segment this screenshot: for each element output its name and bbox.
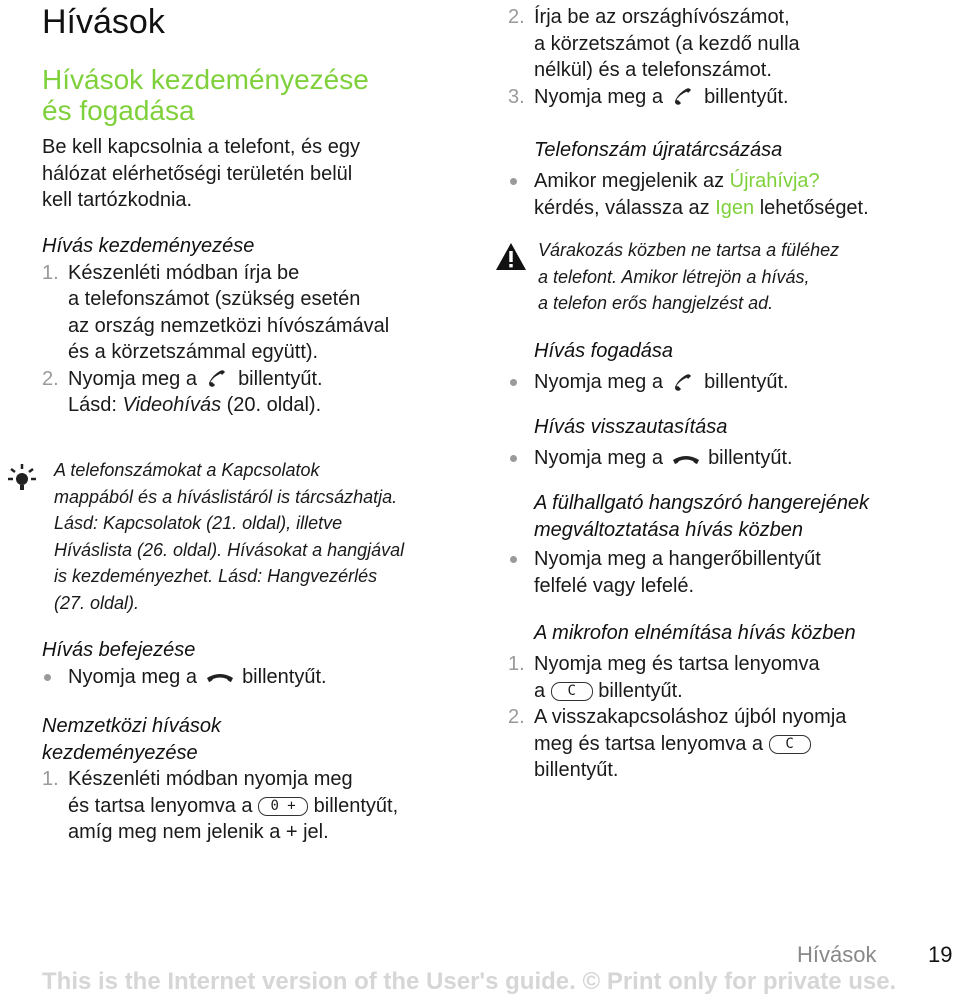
redial-text: kérdés, válassza az (534, 196, 716, 219)
step-text: billentyűt. (598, 679, 683, 702)
heading-mute: A mikrofon elnémítása hívás közben (534, 622, 856, 644)
bullet (510, 379, 517, 386)
warning-line: a telefon erős hangjelzést ad. (538, 293, 774, 313)
step-text: billentyűt, (313, 794, 399, 817)
step-text: és tartsa lenyomva a (68, 794, 253, 817)
step-text: Nyomja meg a (534, 85, 663, 108)
heading-volume-line2: megváltoztatása hívás közben (534, 518, 804, 541)
end-call-key-icon (203, 667, 237, 687)
step-text: meg és tartsa lenyomva a (534, 732, 763, 755)
step-number: 1. (508, 653, 525, 675)
see-also-ref: Videohívás (122, 394, 222, 416)
bullet-text: Nyomja meg a (68, 665, 197, 688)
warning-line: a telefont. Amikor létrejön a hívás, (538, 266, 810, 287)
step-line: az ország nemzetközi hívószámával (68, 314, 390, 337)
bullet (510, 556, 517, 563)
bullet-text: Nyomja meg a (534, 447, 663, 469)
call-key-icon (203, 368, 233, 390)
warning-icon (494, 241, 528, 273)
redial-prompt: Újrahívja? (729, 170, 820, 192)
heading-reject: Hívás visszautasítása (534, 416, 728, 438)
step-text: a (534, 679, 546, 702)
yes-option: Igen (715, 196, 755, 219)
step-line: Készenléti módban írja be (68, 261, 300, 284)
heading-ending-call: Hívás befejezése (42, 639, 196, 661)
heading-answer: Hívás fogadása (534, 340, 673, 362)
step-line: Írja be az országhívószámot, (534, 6, 790, 28)
see-also-suffix: (20. oldal). (221, 394, 322, 416)
warning-line: Várakozás közben ne tartsa a füléhez (538, 240, 840, 260)
bullet (44, 674, 51, 681)
watermark: This is the Internet version of the User's guide. © Print only for private use. (42, 968, 897, 995)
section-title-line2: és fogadása (42, 95, 195, 126)
intro-line: Be kell kapcsolnia a telefont, és egy (42, 136, 360, 158)
step-line: Készenléti módban nyomja meg (68, 768, 353, 790)
step-line: amíg meg nem jelenik a + jel. (68, 821, 329, 843)
step-line: A visszakapcsoláshoz újból nyomja (534, 706, 847, 728)
page-title: Hívások (42, 3, 165, 41)
tip-line: (27. oldal). (54, 592, 140, 613)
step-number: 3. (508, 85, 525, 108)
step-line: nélkül) és a telefonszámot. (534, 59, 772, 81)
intro-line: hálózat elérhetőségi területén belül (42, 162, 353, 185)
zero-plus-key-icon: 0 + (258, 797, 308, 816)
tip-line: A telefonszámokat a Kapcsolatok (54, 460, 320, 480)
page-number: 19 (928, 942, 953, 967)
tip-line: is kezdeményezhet. Lásd: Hangvezérlés (54, 566, 378, 586)
step-number: 2. (508, 6, 525, 28)
step-text: billentyűt. (238, 367, 323, 390)
end-call-key-icon (669, 449, 703, 469)
bullet (510, 178, 517, 185)
step-line: a telefonszámot (szükség esetén (68, 288, 361, 310)
step-number: 1. (42, 768, 59, 790)
redial-text: Amikor megjelenik az (534, 170, 730, 192)
c-key-icon: C (551, 682, 593, 701)
bullet-text: billentyűt. (708, 447, 793, 469)
heading-intl-calls-line2: kezdeményezése (42, 741, 198, 764)
step-line: Nyomja meg és tartsa lenyomva (534, 653, 820, 675)
tip-line: Lásd: Kapcsolatok (21. oldal), illetve (54, 513, 343, 533)
tip-line: Híváslista (26. oldal). Hívásokat a hangjával (54, 539, 405, 560)
call-key-icon (669, 86, 699, 108)
step-line: és a körzetszámmal együtt). (68, 341, 319, 363)
bullet-text: billentyűt. (242, 665, 327, 688)
bullet-text: billentyűt. (704, 371, 789, 393)
bullet-text: Nyomja meg a (534, 371, 663, 393)
heading-redial: Telefonszám újratárcsázása (534, 139, 783, 161)
bullet (510, 455, 517, 462)
redial-text: lehetőséget. (754, 196, 869, 219)
step-number: 2. (508, 706, 525, 728)
heading-making-calls: Hívás kezdeményezése (42, 235, 255, 257)
step-line: billentyűt. (534, 759, 619, 781)
see-also-prefix: Lásd: (68, 394, 123, 416)
heading-intl-calls-line1: Nemzetközi hívások (42, 715, 221, 737)
c-key-icon: C (769, 735, 811, 754)
step-text: Nyomja meg a (68, 367, 197, 390)
tip-line: mappából és a híváslistáról is tárcsázhatja. (54, 486, 398, 507)
call-key-icon (669, 372, 699, 394)
step-number: 1. (42, 261, 59, 284)
bullet-text: Nyomja meg a hangerőbillentyűt (534, 548, 821, 570)
step-line: a körzetszámot (a kezdő nulla (534, 32, 800, 55)
section-title-line1: Hívások kezdeményezése (42, 64, 369, 95)
step-text: billentyűt. (704, 85, 789, 108)
step-number: 2. (42, 367, 59, 390)
bullet-text: felfelé vagy lefelé. (534, 574, 695, 597)
tip-bulb-icon (6, 461, 38, 493)
heading-volume-line1: A fülhallgató hangszóró hangerejének (534, 492, 870, 514)
footer-section-name: Hívások (797, 942, 877, 967)
intro-line: kell tartózkodnia. (42, 189, 193, 211)
